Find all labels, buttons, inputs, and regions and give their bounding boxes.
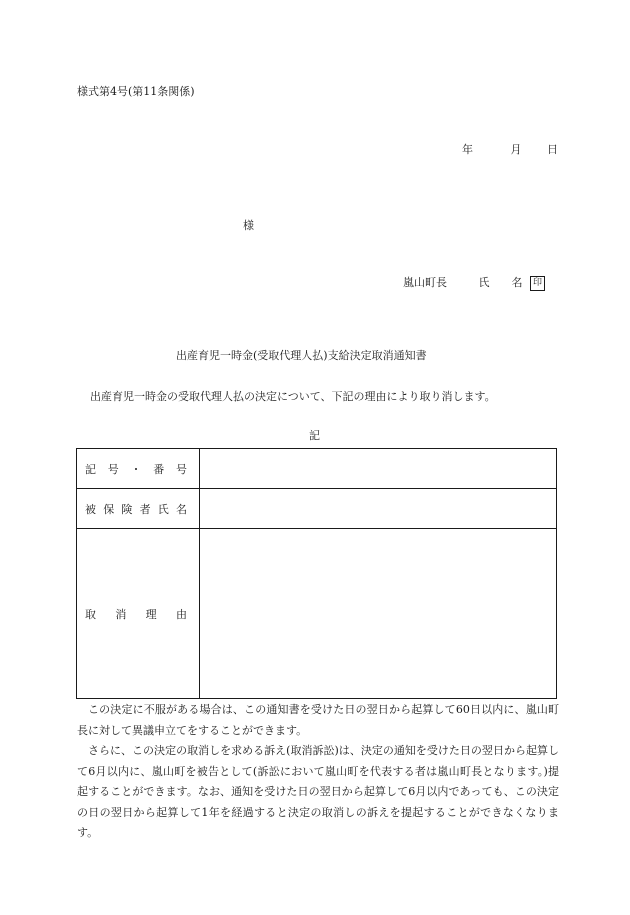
label-char: 号 <box>176 462 187 476</box>
seal-mark: 印 <box>530 276 545 291</box>
table-row-symbol-number <box>77 449 557 489</box>
form-table <box>76 448 557 699</box>
label-char: 険 <box>121 502 133 516</box>
label-symbol-number <box>77 449 200 489</box>
form-number: 様式第4号(第11条関係) <box>77 85 195 98</box>
label-char: ・ <box>130 462 142 476</box>
label-char: 由 <box>175 607 187 621</box>
table-row-reason <box>77 529 557 699</box>
addressee-suffix: 様 <box>243 219 254 232</box>
label-char: 氏 <box>157 502 169 516</box>
date-year: 年 <box>462 143 473 156</box>
label-reason <box>77 529 200 699</box>
issuer-block <box>403 274 545 291</box>
date-month: 月 <box>510 143 522 156</box>
value-symbol-number[interactable] <box>200 449 557 489</box>
label-char: 被 <box>85 502 96 516</box>
label-char: 消 <box>115 607 127 621</box>
date-day: 日 <box>547 143 558 156</box>
label-char: 番 <box>153 462 165 476</box>
label-char: 保 <box>103 502 115 516</box>
value-reason[interactable] <box>200 529 557 699</box>
page-title: 出産育児一時金(受取代理人払)支給決定取消通知書 <box>176 349 427 362</box>
label-char: 号 <box>107 462 119 476</box>
table-row-insured-name <box>77 489 557 529</box>
intro-text: 出産育児一時金の受取代理人払の決定について、下記の理由により取り消します。 <box>90 390 496 403</box>
issuer-title: 嵐山町長 <box>403 276 447 289</box>
label-char: 取 <box>85 607 96 621</box>
note-appeal: この決定に不服がある場合は、この通知書を受けた日の翌日から起算して60日以内に、嵐山町長に対して異議申立てをすることができます。 <box>77 703 559 737</box>
label-char: 記 <box>85 462 96 476</box>
label-char: 名 <box>175 502 187 516</box>
notes <box>77 700 559 844</box>
date-line <box>462 141 558 157</box>
value-insured-name[interactable] <box>200 489 557 529</box>
label-char: 者 <box>139 502 151 516</box>
issuer-name-label: 氏 名 <box>478 276 523 289</box>
note-lawsuit: さらに、この決定の取消しを求める訴え(取消訴訟)は、決定の通知を受けた日の翌日から起算して6月以内に、嵐山町を被告として(訴訟において嵐山町を代表する者は嵐山町長となります。)提起することができます。なお、通知を受けた日の翌日から起算して6月以内であっても、この決定の日の翌日から起算して1年を経過すると決定の取消しの訴えを提起することができなくなります。 <box>77 744 559 839</box>
label-char: 理 <box>145 607 157 621</box>
label-insured-name <box>77 489 200 529</box>
ki-label: 記 <box>309 429 320 442</box>
